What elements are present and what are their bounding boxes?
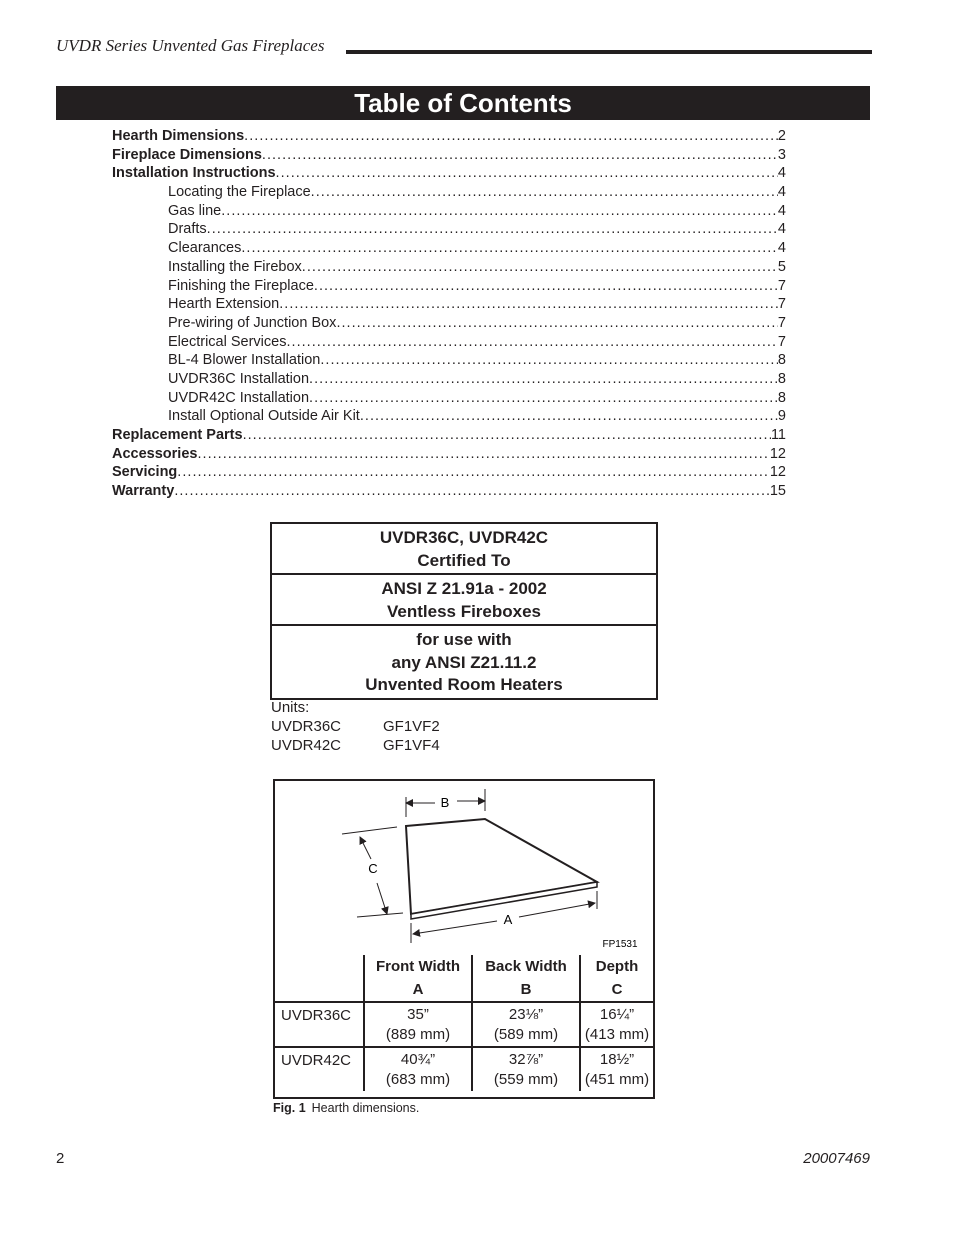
toc-leader — [244, 127, 778, 146]
cert-line: ANSI Z 21.91a - 2002 — [381, 579, 547, 598]
toc-entry-page: 7 — [777, 277, 786, 294]
toc-entry[interactable] — [112, 482, 786, 501]
toc-entry-label: UVDR42C Installation — [168, 389, 310, 406]
toc-entry[interactable] — [112, 183, 786, 202]
toc-leader — [241, 239, 778, 258]
toc-entry-page: 4 — [777, 240, 786, 257]
toc-entry[interactable] — [112, 258, 786, 277]
toc-entry-label: Servicing — [112, 464, 178, 481]
unit-model: UVDR36C — [271, 718, 342, 735]
toc-entry-page: 7 — [777, 333, 786, 350]
toc-entry[interactable] — [112, 407, 786, 426]
toc-entry-page: 4 — [777, 165, 786, 182]
toc-entry-page: 8 — [777, 389, 786, 406]
toc-entry-page: 9 — [777, 408, 786, 425]
toc-entry[interactable] — [112, 351, 786, 370]
toc-entry[interactable] — [112, 202, 786, 221]
unit-code: GF1VF4 — [383, 737, 440, 754]
toc-entry[interactable] — [112, 463, 786, 482]
toc-entry-label: Fireplace Dimensions — [112, 146, 262, 163]
running-header: UVDR Series Unvented Gas Fireplaces — [56, 36, 325, 55]
caption-text: Hearth dimensions. — [311, 1101, 420, 1115]
toc-entry-page: 8 — [777, 352, 786, 369]
toc-leader — [221, 202, 778, 221]
toc-entry-label: UVDR36C Installation — [168, 370, 310, 387]
cert-line: UVDR36C, UVDR42C — [379, 528, 549, 547]
header-rule — [346, 50, 872, 54]
figure-code: FP1531 — [602, 939, 638, 950]
toc-leader — [262, 146, 778, 165]
cert-row — [272, 524, 656, 573]
toc-entry-page: 5 — [777, 258, 786, 275]
figure-caption — [273, 1101, 419, 1115]
row-model: UVDR42C — [275, 1047, 364, 1091]
toc-entry[interactable] — [112, 370, 786, 389]
cert-line: Certified To — [417, 550, 511, 570]
toc-leader — [320, 351, 778, 370]
table-cell: 18½” (451 mm) — [580, 1047, 653, 1091]
toc-entry-label: Clearances — [168, 240, 242, 257]
cert-line: Unvented Room Heaters — [365, 675, 563, 694]
unit-code: GF1VF2 — [383, 718, 440, 735]
toc-leader — [309, 370, 778, 389]
cert-line: Ventless Fireboxes — [386, 601, 542, 621]
toc-leader — [286, 333, 777, 352]
dim-c-label: C — [368, 861, 378, 876]
toc-entry[interactable] — [112, 146, 786, 165]
toc-leader — [276, 164, 778, 183]
page-number: 2 — [56, 1150, 65, 1167]
toc-entry[interactable] — [112, 426, 786, 445]
cert-row — [272, 573, 656, 624]
table-cell: 16¼” (413 mm) — [580, 1002, 653, 1047]
table-row — [275, 1047, 653, 1091]
table-row — [275, 1002, 653, 1047]
toc-leader — [177, 463, 770, 482]
toc-entry-label: BL-4 Blower Installation — [168, 352, 321, 369]
toc-leader — [336, 314, 777, 333]
cert-line: any ANSI Z21.11.2 — [391, 652, 537, 672]
hearth-diagram — [275, 781, 653, 955]
toc-entry-page: 12 — [769, 445, 786, 462]
dim-b-label: B — [440, 795, 450, 810]
toc-entry-page: 4 — [777, 184, 786, 201]
cert-row — [272, 624, 656, 698]
toc-entry-label: Pre-wiring of Junction Box — [168, 314, 337, 331]
toc-entry-page: 2 — [777, 128, 786, 144]
toc-entry[interactable] — [112, 314, 786, 333]
toc-leader — [360, 407, 778, 426]
column-header: Front Width A — [364, 955, 472, 1002]
toc-entry-page: 12 — [769, 464, 786, 481]
toc-entry-page: 3 — [777, 146, 786, 163]
row-model: UVDR36C — [275, 1002, 364, 1047]
toc-leader — [174, 482, 770, 501]
unit-row — [271, 717, 440, 736]
toc-entry-page: 4 — [777, 221, 786, 238]
toc-entry[interactable] — [112, 239, 786, 258]
column-header: Depth C — [580, 955, 653, 1002]
toc-entry-page: 11 — [770, 427, 786, 443]
document-number: 20007469 — [803, 1150, 870, 1167]
toc-leader — [207, 220, 778, 239]
toc-entry-label: Accessories — [112, 445, 198, 462]
toc-entry-page: 15 — [769, 483, 786, 500]
toc-entry-label: Finishing the Fireplace — [168, 277, 314, 294]
table-cell: 32⅞” (559 mm) — [472, 1047, 580, 1091]
hearth-figure — [273, 779, 655, 1099]
caption-number: Fig. 1 — [273, 1101, 306, 1115]
table-header-row — [275, 955, 653, 1002]
toc-entry[interactable] — [112, 164, 786, 183]
toc-leader — [309, 389, 778, 408]
certification-box — [270, 522, 658, 700]
toc-entry[interactable] — [112, 277, 786, 296]
toc-entry-label: Installation Instructions — [112, 165, 276, 182]
toc-leader — [243, 426, 771, 445]
column-header: Back Width B — [472, 955, 580, 1002]
toc-entry-label: Electrical Services — [168, 333, 287, 350]
table-cell: 23⅛” (589 mm) — [472, 1002, 580, 1047]
toc-leader — [197, 445, 769, 464]
toc-entry[interactable] — [112, 295, 786, 314]
toc-entry-label: Replacement Parts — [112, 427, 243, 443]
toc-leader — [314, 277, 778, 296]
toc-entry-label: Locating the Fireplace — [168, 184, 311, 201]
toc-leader — [279, 295, 778, 314]
units-label: Units: — [271, 699, 310, 716]
table-cell: 35” (889 mm) — [364, 1002, 472, 1047]
toc-entry-label: Drafts — [168, 221, 207, 238]
toc-entry[interactable] — [112, 333, 786, 352]
toc-list — [112, 127, 786, 501]
toc-entry-page: 7 — [777, 314, 786, 331]
toc-entry-page: 4 — [777, 202, 786, 219]
toc-entry[interactable] — [112, 445, 786, 464]
toc-leader — [302, 258, 778, 277]
dimensions-table — [275, 955, 653, 1091]
toc-entry-label: Warranty — [112, 483, 175, 500]
header-empty — [275, 955, 364, 1002]
table-cell: 40¾” (683 mm) — [364, 1047, 472, 1091]
toc-entry[interactable] — [112, 127, 786, 146]
unit-row — [271, 736, 440, 755]
toc-entry-label: Install Optional Outside Air Kit — [168, 408, 360, 425]
toc-entry-label: Installing the Firebox — [168, 258, 302, 275]
toc-leader — [311, 183, 778, 202]
cert-line: for use with — [416, 630, 512, 649]
toc-entry-page: 8 — [777, 370, 786, 387]
toc-entry[interactable] — [112, 220, 786, 239]
dim-a-label: A — [503, 912, 513, 927]
toc-entry-page: 7 — [777, 296, 786, 313]
toc-entry[interactable] — [112, 389, 786, 408]
toc-entry-label: Gas line — [168, 202, 222, 219]
toc-entry-label: Hearth Dimensions — [112, 128, 245, 144]
units-list — [271, 698, 440, 755]
toc-title: Table of Contents — [56, 86, 870, 120]
unit-model: UVDR42C — [271, 737, 342, 754]
toc-entry-label: Hearth Extension — [168, 296, 280, 313]
